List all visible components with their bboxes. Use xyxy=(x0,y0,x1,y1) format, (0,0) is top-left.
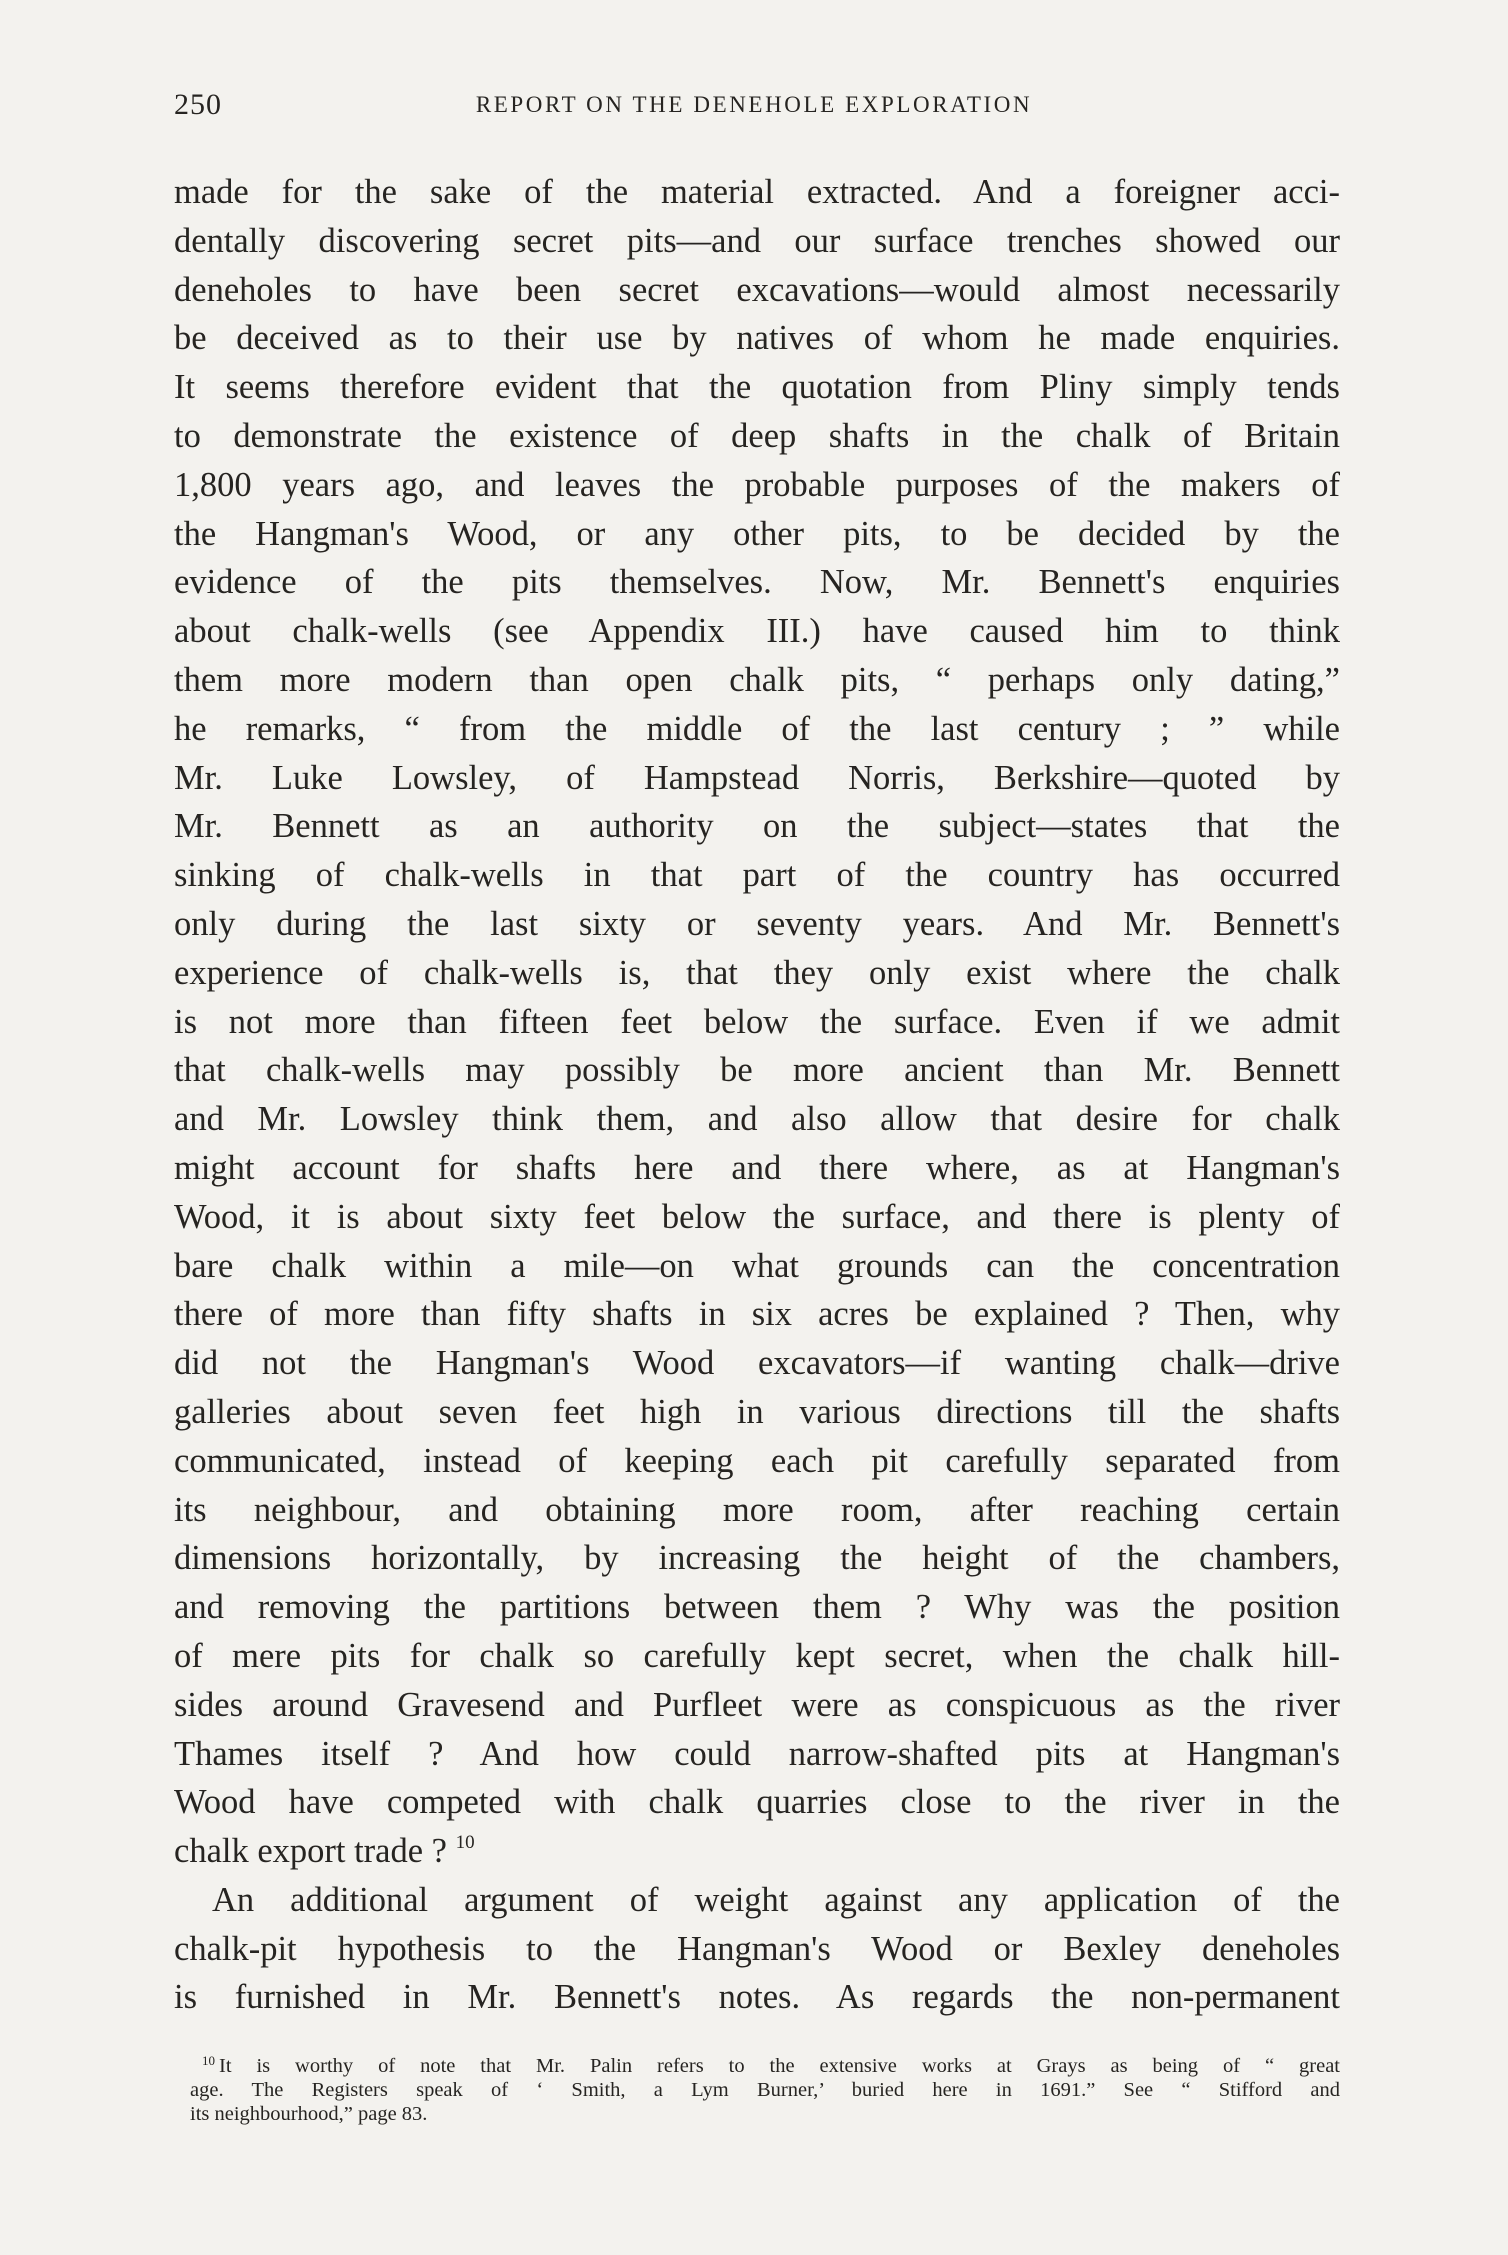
text-line: evidence of the pits themselves. Now, Mr. Bennett's enquiries xyxy=(174,563,1340,602)
text-line: and removing the partitions between them ? Why was the position xyxy=(174,1588,1340,1627)
text-line: of mere pits for chalk so carefully kept secret, when the chalk hill- xyxy=(174,1636,1340,1675)
text-line: bare chalk within a mile—on what grounds can the concentration xyxy=(174,1246,1340,1285)
text-line: experience of chalk-wells is, that they only exist where the chalk xyxy=(174,953,1340,992)
text-line: sides around Gravesend and Purfleet were as conspicuous as the river xyxy=(174,1685,1340,1724)
footnote-line xyxy=(190,2054,1340,2078)
text-line: Wood have competed with chalk quarries close to the river in the xyxy=(174,1783,1340,1822)
text-line: Mr. Bennett as an authority on the subject—states that the xyxy=(174,807,1340,846)
text-line: about chalk-wells (see Appendix III.) have caused him to think xyxy=(174,612,1340,651)
text-line: he remarks, “ from the middle of the last century ; ” while xyxy=(174,709,1340,748)
page-header xyxy=(174,88,1334,128)
footnote-line: its neighbourhood,” page 83. xyxy=(190,2103,428,2125)
footnote-reference[interactable]: 10 xyxy=(455,1832,475,1854)
text-line: that chalk-wells may possibly be more ancient than Mr. Bennett xyxy=(174,1051,1340,1090)
footnote-number: 10 xyxy=(202,2053,215,2068)
footnote-line: age. The Registers speak of ‘ Smith, a Lym Burner,’ buried here in 1691.” See “ Stifford and xyxy=(190,2079,1340,2101)
text-line: did not the Hangman's Wood excavators—if wanting chalk—drive xyxy=(174,1344,1340,1383)
text-line: It seems therefore evident that the quotation from Pliny simply tends xyxy=(174,368,1340,407)
footnote-text: It is worthy of note that Mr. Palin refers to the extensive works at Grays as being of “ great xyxy=(219,2055,1340,2077)
text-line: and Mr. Lowsley think them, and also allow that desire for chalk xyxy=(174,1100,1340,1139)
footnote xyxy=(190,2054,1340,2126)
text-line: sinking of chalk-wells in that part of the country has occurred xyxy=(174,856,1340,895)
paragraph-end-line xyxy=(174,1827,1340,1876)
text-line: is furnished in Mr. Bennett's notes. As regards the non-permanent xyxy=(174,1978,1340,2017)
text-line: only during the last sixty or seventy years. And Mr. Bennett's xyxy=(174,904,1340,943)
text-line: An additional argument of weight against any application of the xyxy=(212,1880,1340,1919)
text-line: dentally discovering secret pits—and our surface trenches showed our xyxy=(174,221,1340,260)
body-text xyxy=(174,168,1340,2022)
text-line: its neighbour, and obtaining more room, after reaching certain xyxy=(174,1490,1340,1529)
text-line: be deceived as to their use by natives of whom he made enquiries. xyxy=(174,319,1340,358)
text-line: Wood, it is about sixty feet below the surface, and there is plenty of xyxy=(174,1197,1340,1236)
text-line: deneholes to have been secret excavations—would almost necessarily xyxy=(174,270,1340,309)
text-line: the Hangman's Wood, or any other pits, to be decided by the xyxy=(174,514,1340,553)
text-line: Thames itself ? And how could narrow-shafted pits at Hangman's xyxy=(174,1734,1340,1773)
text-line: might account for shafts here and there where, as at Hangman's xyxy=(174,1148,1340,1187)
text-line: is not more than fifteen feet below the surface. Even if we admit xyxy=(174,1002,1340,1041)
text-line: there of more than fifty shafts in six acres be explained ? Then, why xyxy=(174,1295,1340,1334)
text-line: communicated, instead of keeping each pit carefully separated from xyxy=(174,1441,1340,1480)
text-line: to demonstrate the existence of deep shafts in the chalk of Britain xyxy=(174,416,1340,455)
text-line: dimensions horizontally, by increasing the height of the chambers, xyxy=(174,1539,1340,1578)
text-line: Mr. Luke Lowsley, of Hampstead Norris, Berkshire—quoted by xyxy=(174,758,1340,797)
text-line: galleries about seven feet high in various directions till the shafts xyxy=(174,1392,1340,1431)
text-line: 1,800 years ago, and leaves the probable purposes of the makers of xyxy=(174,465,1340,504)
page-number: 250 xyxy=(174,88,222,121)
text-line: made for the sake of the material extracted. And a foreigner acci- xyxy=(174,173,1340,211)
text-fragment: chalk export trade ? xyxy=(174,1832,447,1871)
text-line: chalk-pit hypothesis to the Hangman's Wood or Bexley deneholes xyxy=(174,1929,1340,1968)
running-title: REPORT ON THE DENEHOLE EXPLORATION xyxy=(475,92,1033,117)
text-line: them more modern than open chalk pits, “ perhaps only dating,” xyxy=(174,660,1340,699)
